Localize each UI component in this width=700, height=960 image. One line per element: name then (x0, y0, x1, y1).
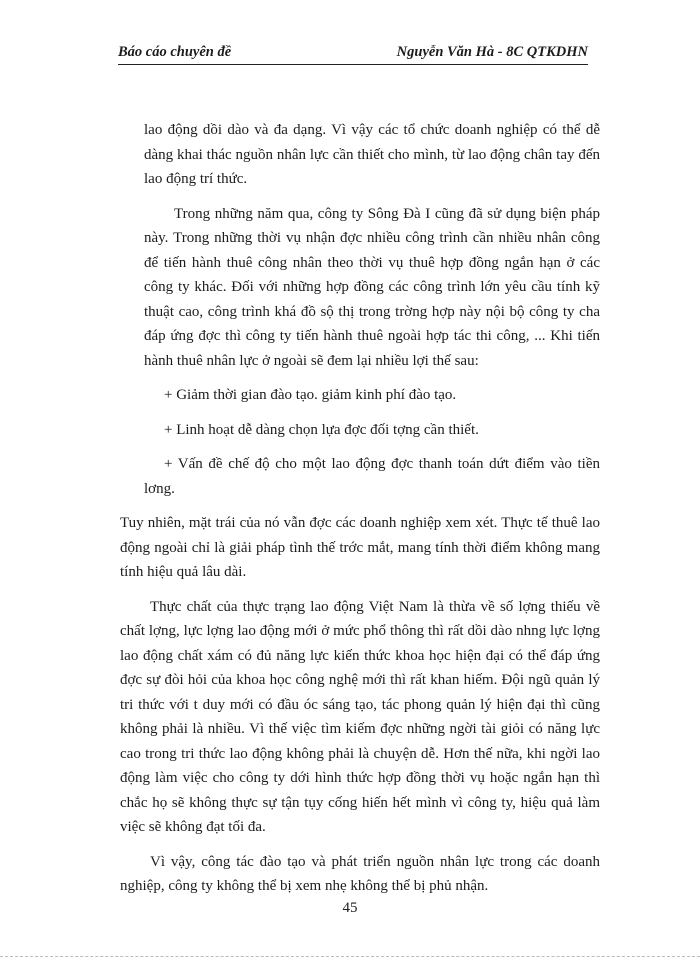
paragraph-reality: Thực chất của thực trạng lao động Việt Nam là thừa về số lợng thiếu về chất lợng, lực lợng lao động mới ở mức phổ thông thì rất dồi dào nhng lực lợng lao động chất xám có đủ năng lực kiến thức khoa học hiện đại có thể đáp ứng đợc sự đòi hỏi của khoa học công nghệ mới thì rất khan hiếm. Đội ngũ quản lý tri thức với t duy mới có đầu óc sáng tạo, tác phong quản lý hiện đại thì cũng không phải là nhiều. Vì thế việc tìm kiếm đợc những ngời tài giỏi có năng lực cao trong tri thức lao động không phải là chuyện dễ. Hơn thế nữa, khi ngời lao động làm việc cho công ty dới hình thức hợp đồng thời vụ hoặc ngắn hạn thì chắc họ sẽ không thực sự tận tụy cống hiến hết mình vì công ty, hiệu quả làm việc sẽ không đạt tối đa. (120, 598, 600, 835)
paragraph-continued: lao động dồi dào và đa dạng. Vì vậy các tổ chức doanh nghiệp có thể dễ dàng khai thác nguồn nhân lực cần thiết cho mình, từ lao động chân tay đến lao động trí thức. (144, 122, 600, 187)
paragraph-conclusion: Vì vậy, công tác đào tạo và phát triển nguồn nhân lực trong các doanh nghiệp, công ty không thể bị xem nhẹ không thể bị phủ nhận. (120, 853, 600, 894)
bullet-item: + Giảm thời gian đào tạo. giảm kinh phí đào tạo. (164, 387, 457, 403)
paragraph-song-da: Trong những năm qua, công ty Sông Đà I cũng đã sử dụng biện pháp này. Trong những thời vụ nhận đợc nhiều công trình cần nhiều nhân công để tiến hành thuê công nhân theo thời vụ thuê hợp đồng ngắn hạn ở các công ty khác. Đối với những hợp đồng các công trình lớn yêu cầu tính kỹ thuật cao, công trình khá đồ sộ thị trong trờng hợp này nội bộ công ty cha đáp ứng đợc thì công ty tiến hành thuê ngoài hợp tác thi công, ... Khi tiến hành thuê nhân lực ở ngoài sẽ đem lại nhiều lợi thế sau: (144, 205, 600, 369)
bullet-item: + Linh hoạt dễ dàng chọn lựa đợc đối tợng cần thiết. (164, 421, 479, 438)
page-header (118, 42, 588, 65)
page-bottom-divider (0, 956, 700, 957)
document-body (120, 118, 600, 909)
bullet-item: + Vấn đề chế độ cho một lao động đợc thanh toán dứt điểm vào tiền lơng. (144, 456, 600, 497)
page-number: 45 (342, 900, 358, 916)
paragraph-drawback: Tuy nhiên, mặt trái của nó vẫn đợc các doanh nghiệp xem xét. Thực tế thuê lao động ngoài chỉ là giải pháp tình thế trớc mắt, mang tính thời điểm không mang tính hiệu quả lâu dài. (120, 515, 600, 580)
header-report-title: Báo cáo chuyên đề (118, 44, 232, 60)
header-author: Nguyễn Văn Hà - 8C QTKDHN (396, 44, 588, 60)
